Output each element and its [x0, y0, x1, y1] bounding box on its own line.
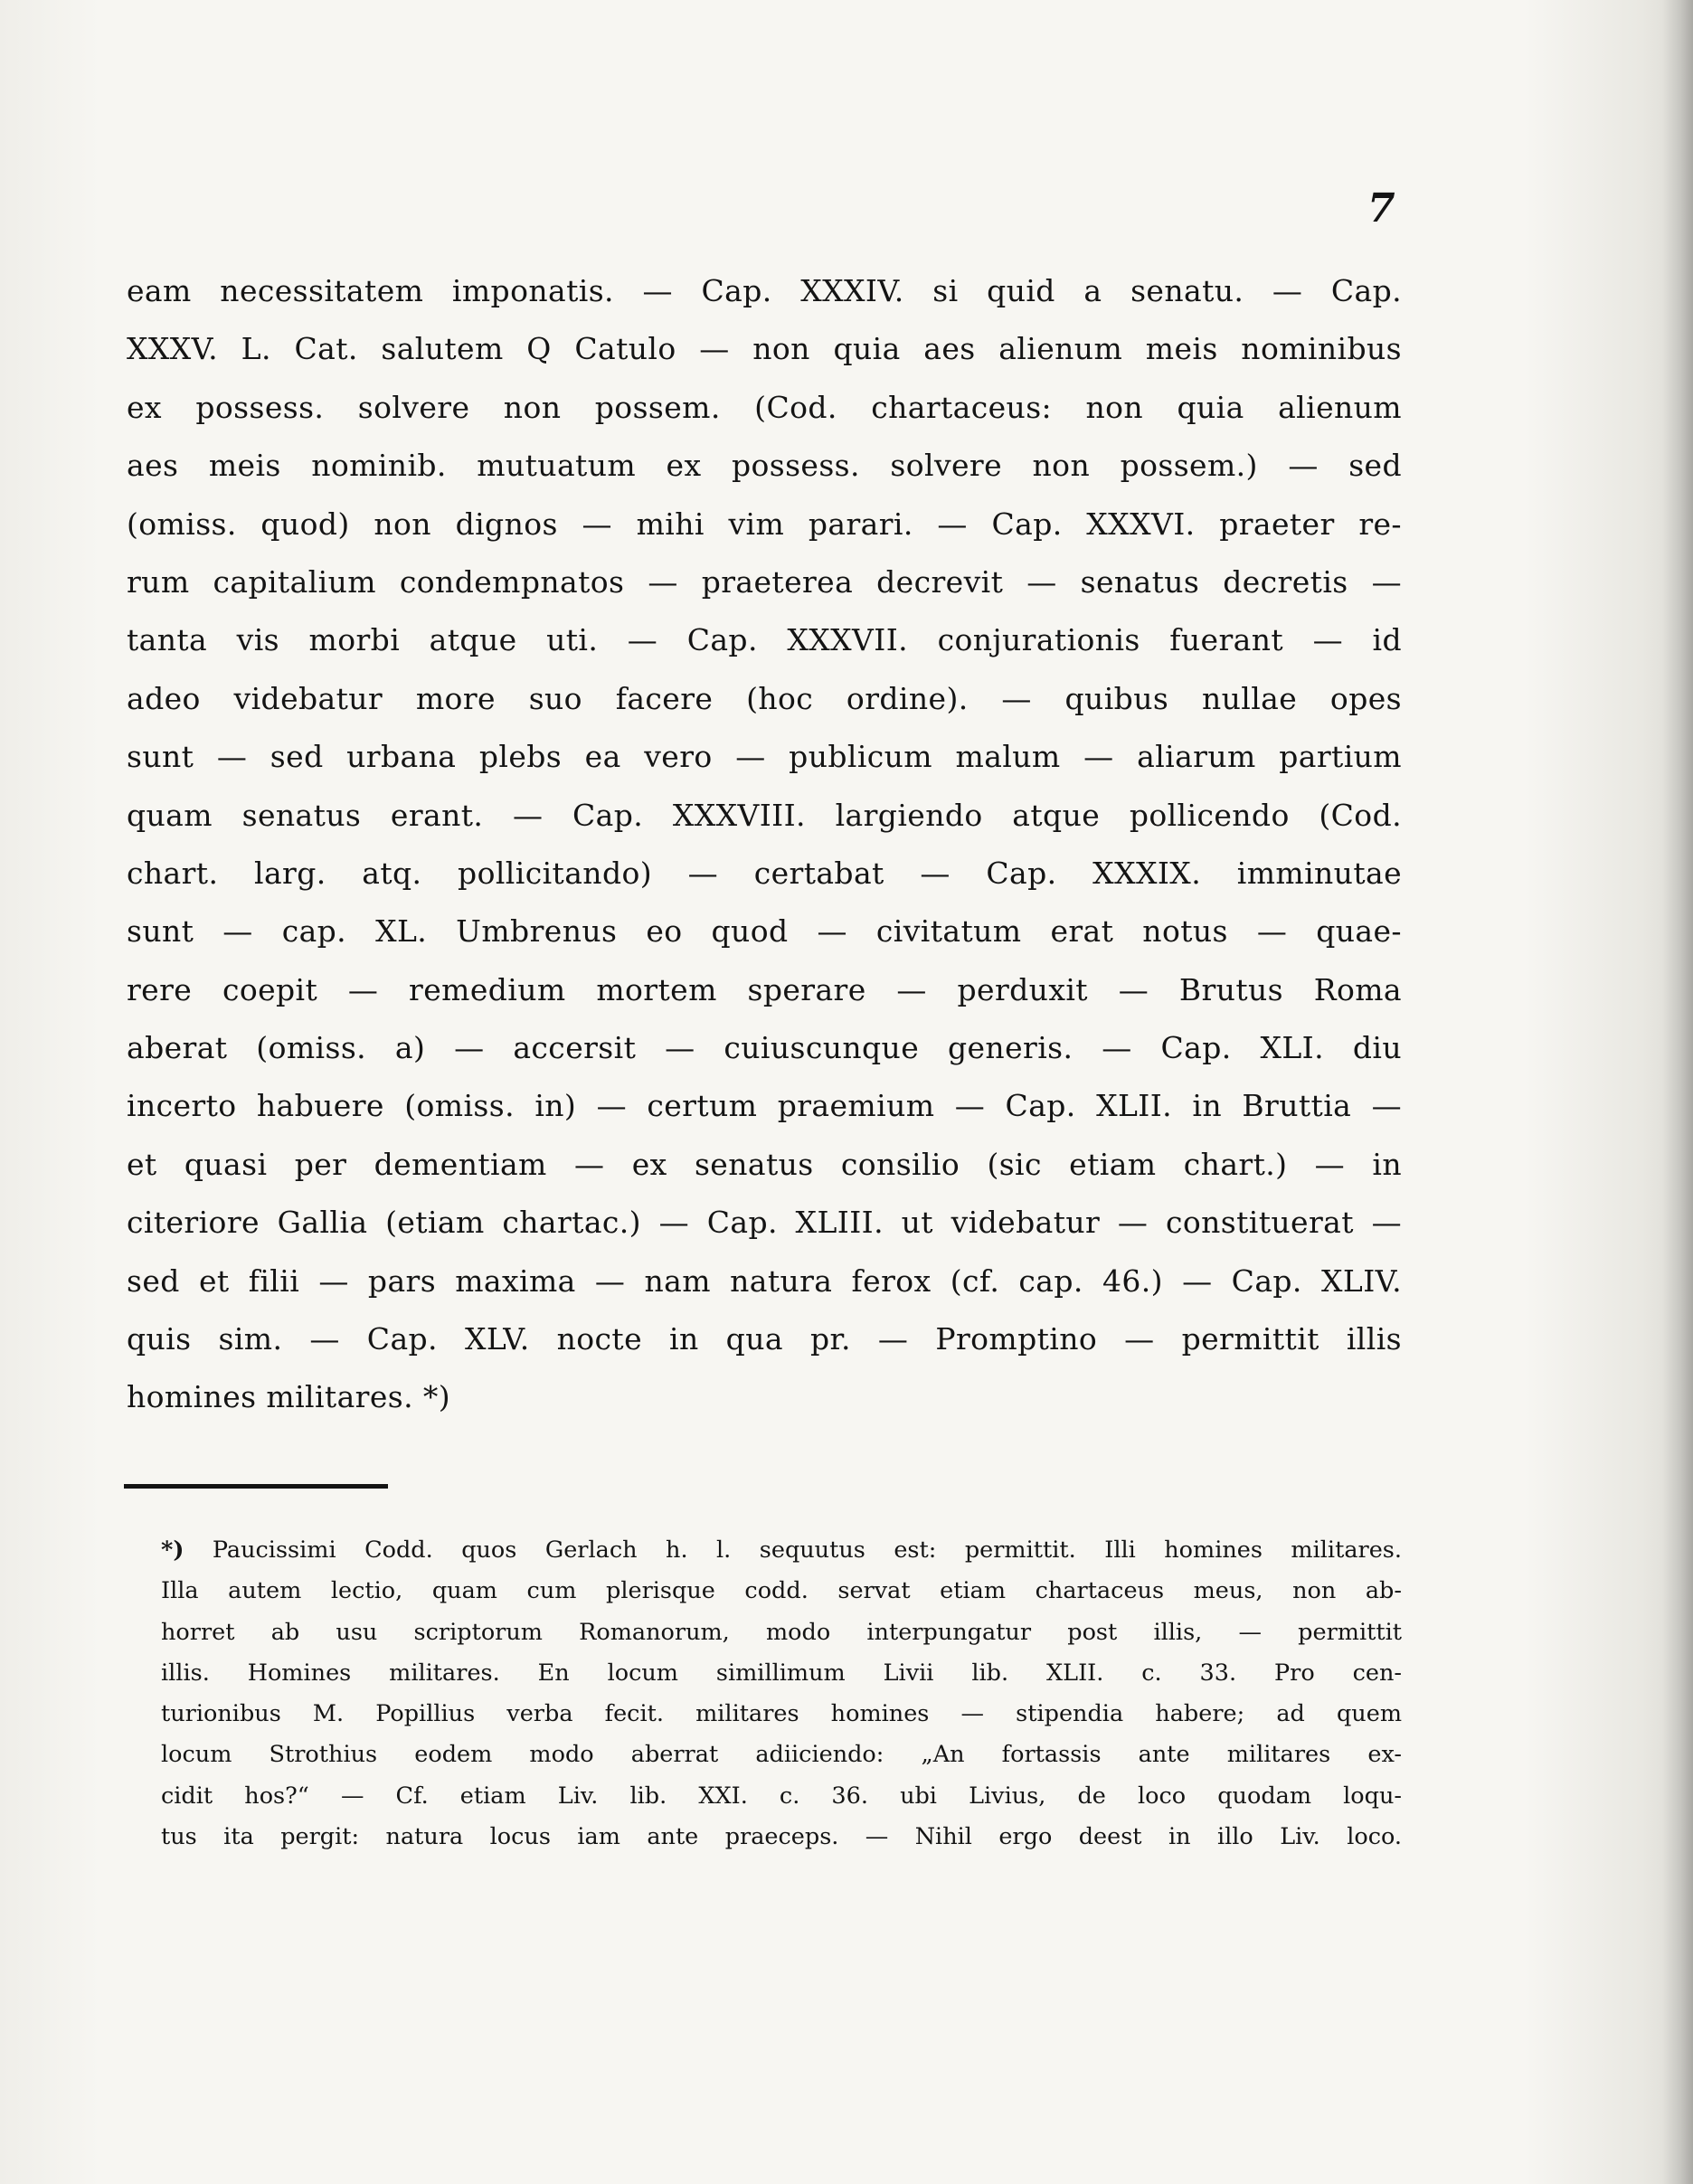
main-text-line: sunt — sed urbana plebs ea vero — publicum malum — aliarum partium	[127, 739, 1402, 775]
footnote-block	[161, 1530, 1402, 1858]
footnote-line: horret ab usu scriptorum Romanorum, modo interpungatur post illis, — permittit	[161, 1618, 1402, 1646]
page-number: 7	[1367, 185, 1395, 232]
footnote-line: illis. Homines militares. En locum simillimum Livii lib. XLII. c. 33. Pro cen-	[161, 1659, 1402, 1687]
main-text-line: aes meis nominib. mutuatum ex possess. solvere non possem.) — sed	[127, 448, 1402, 484]
footnote-line: Illa autem lectio, quam cum plerisque codd. servat etiam chartaceus meus, non ab-	[161, 1577, 1402, 1605]
main-text-line: adeo videbatur more suo facere (hoc ordine). — quibus nullae opes	[127, 680, 1402, 716]
footnote-marker: *)	[161, 1536, 184, 1564]
footnote-line-first	[161, 1530, 1402, 1571]
main-text-line: citeriore Gallia (etiam chartac.) — Cap. XLIII. ut videbatur — constituerat —	[127, 1205, 1402, 1241]
main-text-line: eam necessitatem imponatis. — Cap. XXXIV. si quid a senatu. — Cap.	[127, 273, 1402, 308]
main-text-line: tanta vis morbi atque uti. — Cap. XXXVII. conjurationis fuerant — id	[127, 622, 1402, 658]
page-edge-shadow	[1662, 0, 1693, 2184]
footnote-line-text: Paucissimi Codd. quos Gerlach h. l. sequutus est: permittit. Illi homines militares.	[212, 1536, 1403, 1564]
main-text-line: rum capitalium condempnatos — praeterea decrevit — senatus decretis —	[127, 563, 1402, 600]
footnote-line: tus ita pergit: natura locus iam ante praeceps. — Nihil ergo deest in illo Liv. loco.	[161, 1823, 1402, 1851]
main-text-line: sed et filii — pars maxima — nam natura ferox (cf. cap. 46.) — Cap. XLIV.	[127, 1262, 1402, 1299]
main-text-line: chart. larg. atq. pollicitando) — certabat — Cap. XXXIX. imminutae	[127, 855, 1402, 891]
main-text-line: et quasi per dementiam — ex senatus consilio (sic etiam chart.) — in	[127, 1146, 1402, 1182]
main-text-line: quam senatus erant. — Cap. XXXVIII. largiendo atque pollicendo (Cod.	[127, 797, 1402, 833]
footnote-separator-rule	[124, 1484, 388, 1489]
main-text-line: aberat (omiss. a) — accersit — cuiuscunque generis. — Cap. XLI. diu	[127, 1030, 1402, 1066]
main-text-line: XXXV. L. Cat. salutem Q Catulo — non quia aes alienum meis nominibus	[127, 331, 1402, 367]
main-text-line: homines militares. *)	[127, 1379, 451, 1415]
main-text-line: (omiss. quod) non dignos — mihi vim parari. — Cap. XXXVI. praeter re-	[127, 506, 1402, 542]
main-text-line: sunt — cap. XL. Umbrenus eo quod — civitatum erat notus — quae-	[127, 913, 1402, 950]
footnote-line: turionibus M. Popillius verba fecit. militares homines — stipendia habere; ad quem	[161, 1700, 1402, 1728]
main-text-line: ex possess. solvere non possem. (Cod. chartaceus: non quia alienum	[127, 389, 1402, 425]
main-text-line: rere coepit — remedium mortem sperare — perduxit — Brutus Roma	[127, 971, 1402, 1007]
main-text-line: quis sim. — Cap. XLV. nocte in qua pr. — Promptino — permittit illis	[127, 1321, 1402, 1357]
main-text-block	[127, 262, 1402, 1427]
main-text-line: incerto habuere (omiss. in) — certum praemium — Cap. XLII. in Bruttia —	[127, 1088, 1402, 1124]
footnote-line: cidit hos?“ — Cf. etiam Liv. lib. XXI. c. 36. ubi Livius, de loco quodam loqu-	[161, 1782, 1402, 1810]
footnote-line: locum Strothius eodem modo aberrat adiiciendo: „An fortassis ante militares ex-	[161, 1741, 1402, 1769]
